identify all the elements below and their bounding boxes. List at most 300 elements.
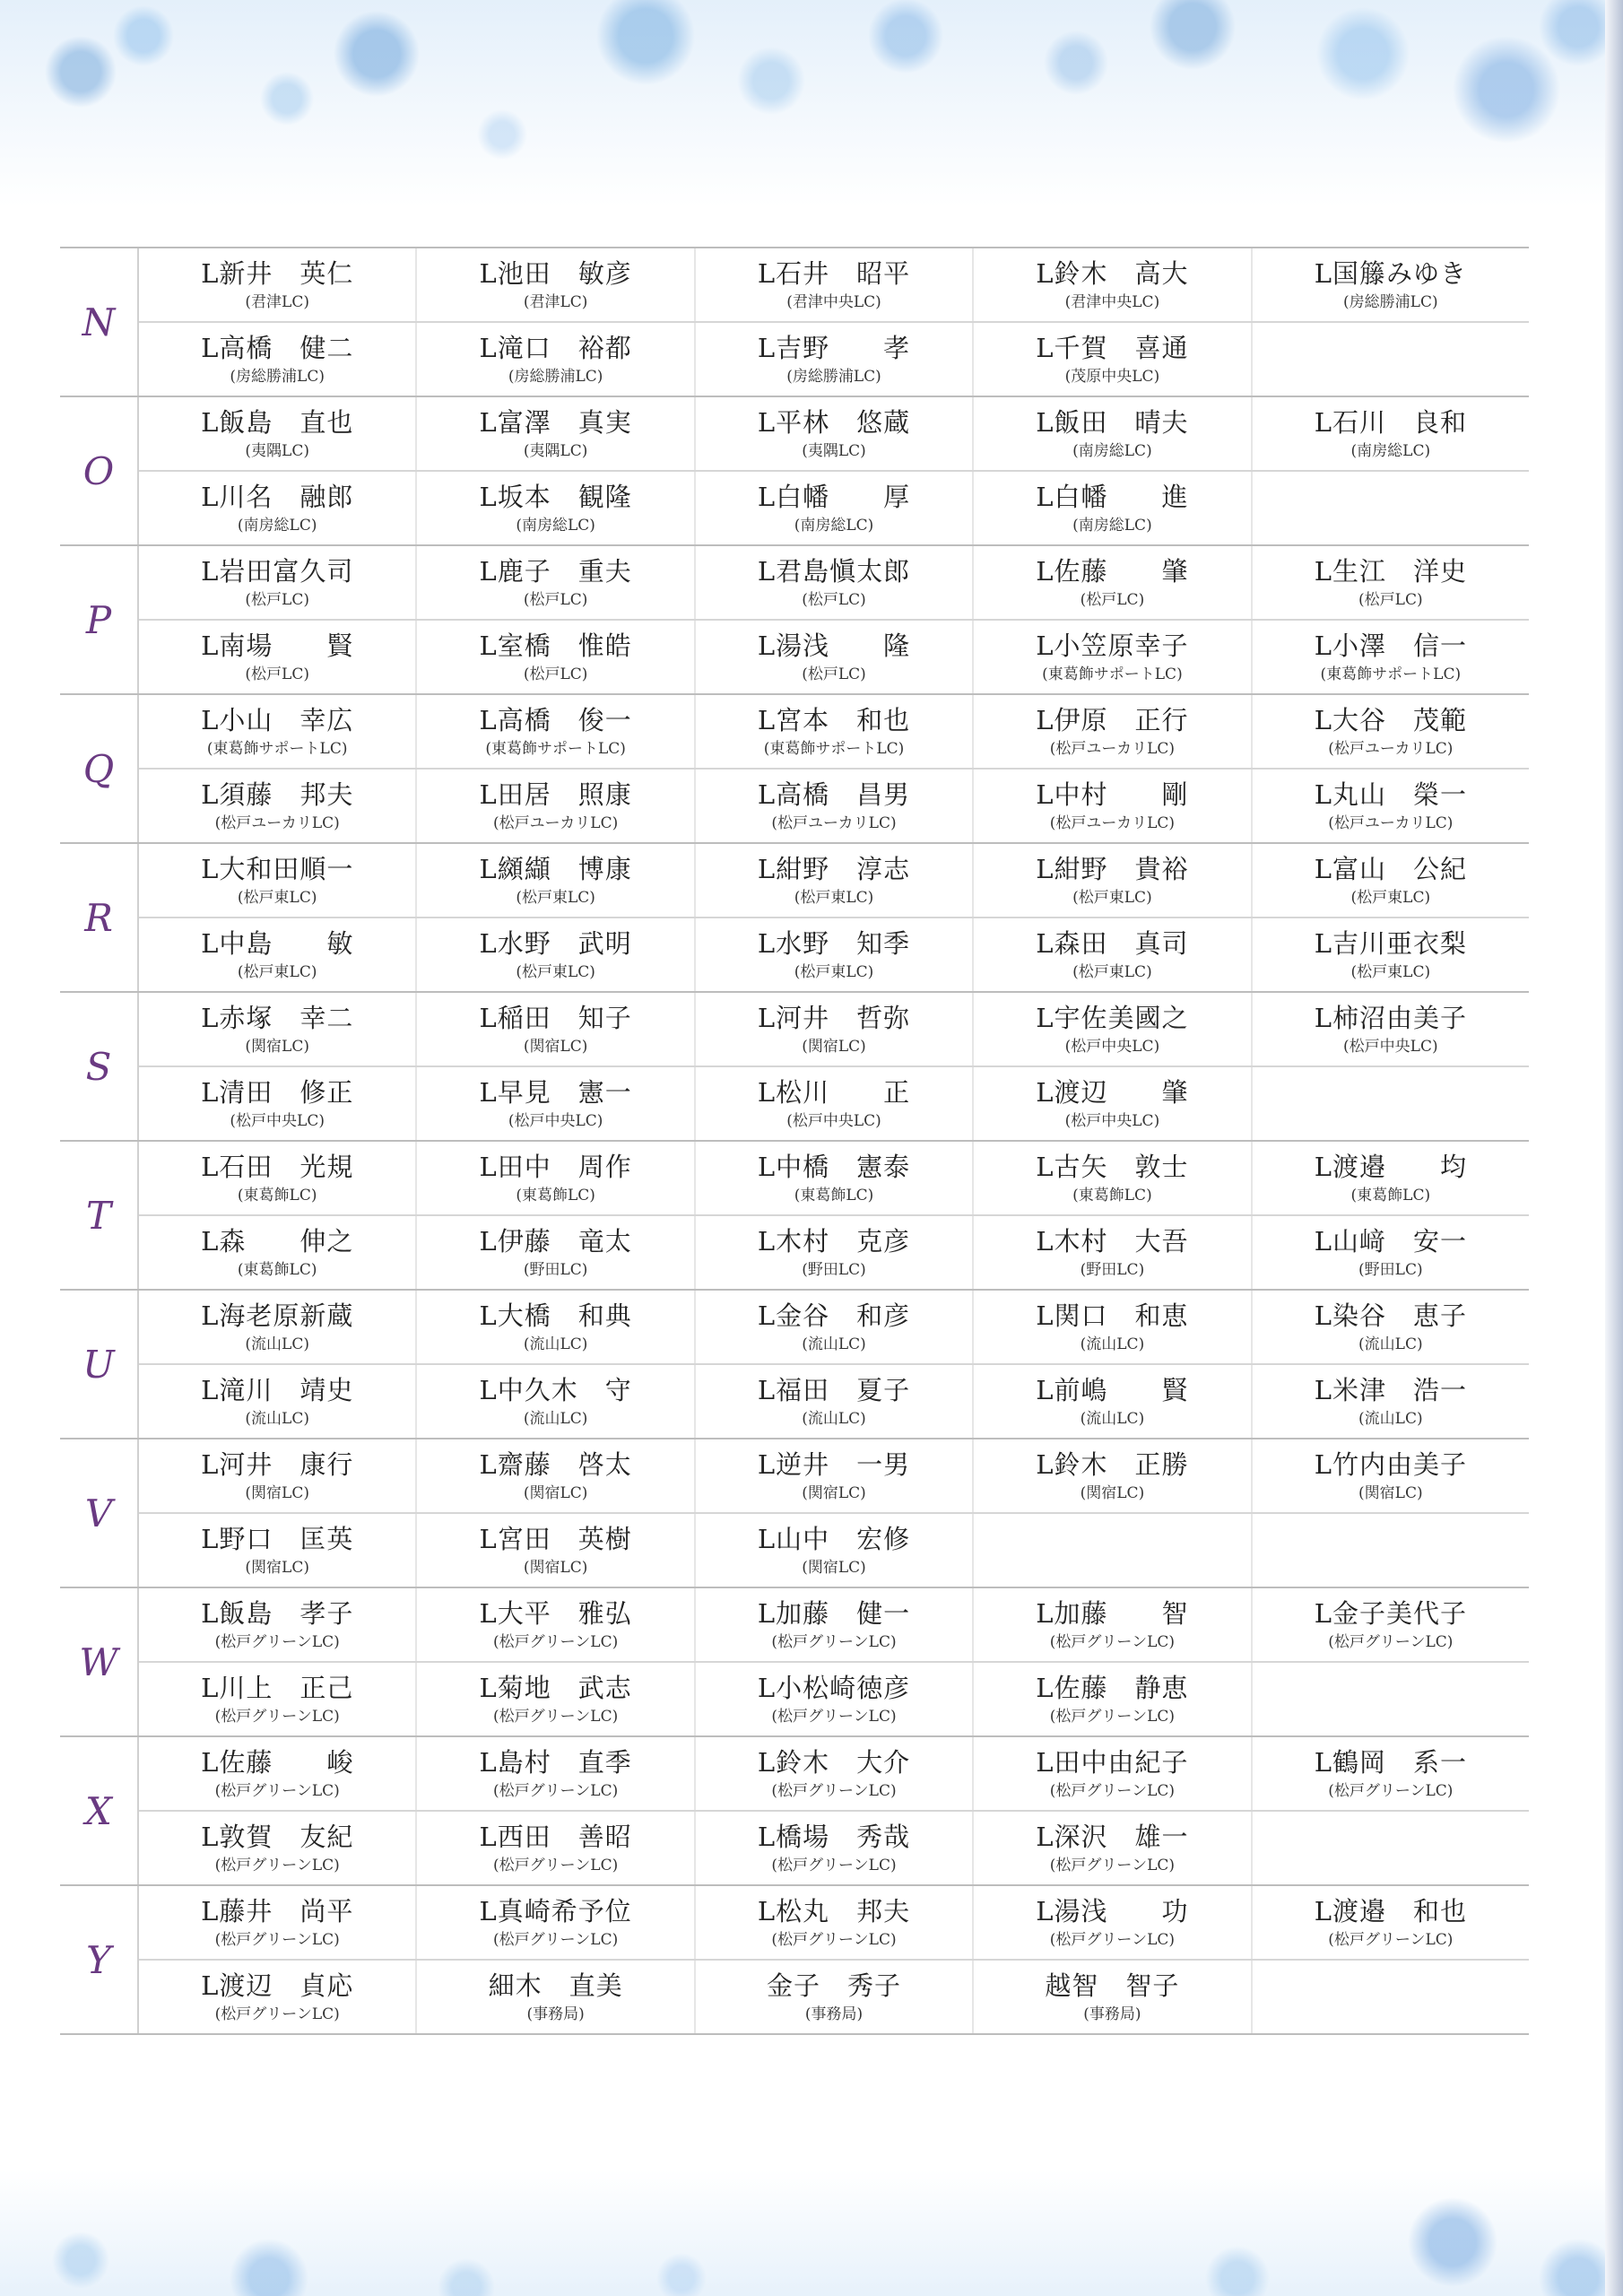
member-cell <box>415 1067 693 1140</box>
member-club: (関宿LC) <box>802 1037 866 1056</box>
member-name: L白幡 厚 <box>757 481 911 512</box>
member-cell <box>415 397 693 470</box>
member-name: L齋藤 啓太 <box>479 1448 632 1480</box>
member-club: (松戸東LC) <box>516 962 595 981</box>
member-club: (松戸グリーンLC) <box>771 1856 897 1874</box>
letter-group <box>60 1291 1529 1439</box>
member-name: L松川 正 <box>757 1076 911 1108</box>
letter-group <box>60 397 1529 546</box>
member-name: L深沢 雄一 <box>1036 1821 1189 1852</box>
member-cell <box>139 770 415 842</box>
member-row <box>139 1363 1529 1438</box>
member-club: (関宿LC) <box>245 1558 309 1577</box>
member-cell <box>1251 993 1529 1065</box>
member-club: (流山LC) <box>802 1335 866 1353</box>
member-club: (君津中央LC) <box>786 292 881 311</box>
member-name: L大谷 茂範 <box>1314 704 1467 735</box>
member-cell <box>415 621 693 693</box>
member-name: L纐纈 博康 <box>479 853 632 884</box>
member-name: L逆井 一男 <box>757 1448 911 1480</box>
member-club: (松戸ユーカリLC) <box>1049 813 1176 832</box>
member-name: L湯浅 功 <box>1036 1895 1189 1926</box>
member-name: 細木 直美 <box>488 1970 623 2001</box>
member-cell <box>694 1216 972 1289</box>
member-name: L高橋 健二 <box>201 332 354 363</box>
member-name: L渡邉 均 <box>1314 1151 1467 1182</box>
member-cell <box>694 1291 972 1363</box>
member-name: L竹内由美子 <box>1314 1448 1467 1480</box>
member-name: 金子 秀子 <box>767 1970 902 2001</box>
member-cell <box>1251 1142 1529 1214</box>
member-club: (松戸グリーンLC) <box>214 1632 340 1651</box>
member-cell <box>139 918 415 991</box>
member-club: (松戸LC) <box>245 665 309 683</box>
member-name: L白幡 進 <box>1036 481 1189 512</box>
member-club: (松戸東LC) <box>1072 962 1152 981</box>
member-row <box>139 1512 1529 1587</box>
member-cell <box>139 1365 415 1438</box>
member-club: (東葛飾LC) <box>516 1186 595 1205</box>
member-club: (東葛飾サポートLC) <box>485 739 626 758</box>
member-club: (松戸ユーカリLC) <box>771 813 897 832</box>
member-name: L島村 直季 <box>479 1746 632 1778</box>
member-club: (松戸東LC) <box>794 962 874 981</box>
member-club: (松戸LC) <box>523 665 588 683</box>
member-club: (房総勝浦LC) <box>1343 292 1438 311</box>
member-club: (松戸ユーカリLC) <box>1328 739 1454 758</box>
member-cell <box>694 472 972 544</box>
member-club: (野田LC) <box>1080 1260 1145 1279</box>
member-club: (松戸東LC) <box>237 888 317 907</box>
group-rows <box>139 844 1529 991</box>
member-name: L宮田 英樹 <box>479 1523 632 1554</box>
member-cell <box>415 1663 693 1735</box>
member-name: L丸山 榮一 <box>1314 778 1467 810</box>
member-name: L清田 修正 <box>201 1076 354 1108</box>
member-cell <box>694 918 972 991</box>
member-cell <box>1251 397 1529 470</box>
member-cell <box>1251 248 1529 321</box>
member-name: L米津 浩一 <box>1314 1374 1467 1405</box>
member-club: (流山LC) <box>1080 1409 1145 1428</box>
member-name: L海老原新蔵 <box>201 1300 354 1331</box>
member-cell <box>694 770 972 842</box>
member-name: L水野 知季 <box>757 927 911 959</box>
member-club: (松戸ユーカリLC) <box>492 813 619 832</box>
member-cell <box>1251 546 1529 619</box>
member-cell <box>139 1663 415 1735</box>
member-cell <box>415 695 693 768</box>
member-name: L河井 康行 <box>201 1448 354 1480</box>
member-cell <box>972 1588 1250 1661</box>
member-cell <box>415 993 693 1065</box>
member-row <box>139 619 1529 693</box>
member-row <box>139 470 1529 544</box>
member-cell <box>415 1886 693 1959</box>
member-cell <box>139 546 415 619</box>
member-name: L鈴木 正勝 <box>1036 1448 1189 1480</box>
member-name: L吉川亜衣梨 <box>1314 927 1467 959</box>
member-name: L染谷 恵子 <box>1314 1300 1467 1331</box>
member-club: (流山LC) <box>523 1409 588 1428</box>
letter-group <box>60 1439 1529 1588</box>
member-name: L小松崎徳彦 <box>757 1672 911 1703</box>
member-cell <box>1251 695 1529 768</box>
member-club: (野田LC) <box>1358 1260 1423 1279</box>
member-club: (東葛飾LC) <box>794 1186 874 1205</box>
member-row <box>139 768 1529 842</box>
member-club: (東葛飾サポートLC) <box>1042 665 1183 683</box>
member-club: (東葛飾サポートLC) <box>206 739 348 758</box>
member-club: (東葛飾LC) <box>237 1260 317 1279</box>
member-cell <box>139 1514 415 1587</box>
member-cell <box>1251 770 1529 842</box>
member-cell <box>694 695 972 768</box>
member-cell <box>694 1588 972 1661</box>
member-club: (松戸LC) <box>523 590 588 609</box>
member-club: (松戸グリーンLC) <box>214 2005 340 2023</box>
member-club: (松戸ユーカリLC) <box>214 813 340 832</box>
member-cell <box>972 621 1250 693</box>
member-name: L柿沼由美子 <box>1314 1002 1467 1033</box>
member-name: L田中 周作 <box>479 1151 632 1182</box>
member-club: (松戸東LC) <box>516 888 595 907</box>
member-club: (松戸グリーンLC) <box>492 1856 619 1874</box>
member-cell <box>694 1812 972 1884</box>
member-cell <box>694 397 972 470</box>
empty-cell <box>1251 1514 1529 1587</box>
member-cell <box>139 472 415 544</box>
member-name: L国籐みゆき <box>1314 257 1467 289</box>
member-cell <box>694 1365 972 1438</box>
member-row <box>139 546 1529 619</box>
member-cell <box>415 546 693 619</box>
member-club: (房総勝浦LC) <box>230 367 325 386</box>
member-row <box>139 1439 1529 1512</box>
member-cell <box>972 1961 1250 2033</box>
group-letter: N <box>60 248 139 396</box>
member-cell <box>139 1737 415 1810</box>
member-club: (松戸グリーンLC) <box>1049 1707 1176 1726</box>
member-name: L山中 宏修 <box>757 1523 911 1554</box>
member-row <box>139 844 1529 917</box>
member-club: (流山LC) <box>245 1335 309 1353</box>
member-name: L富澤 真実 <box>479 406 632 438</box>
member-cell <box>694 1142 972 1214</box>
member-club: (松戸東LC) <box>794 888 874 907</box>
member-cell <box>972 1737 1250 1810</box>
member-name: L森田 真司 <box>1036 927 1189 959</box>
member-club: (房総勝浦LC) <box>508 367 603 386</box>
group-rows <box>139 248 1529 396</box>
group-rows <box>139 695 1529 842</box>
member-cell <box>972 1365 1250 1438</box>
member-cell <box>972 1812 1250 1884</box>
member-name: L森 伸之 <box>201 1225 354 1257</box>
member-club: (流山LC) <box>523 1335 588 1353</box>
member-cell <box>139 1812 415 1884</box>
member-cell <box>972 1216 1250 1289</box>
member-name: L石田 光規 <box>201 1151 354 1182</box>
member-name: L中村 剛 <box>1036 778 1189 810</box>
member-club: (君津LC) <box>245 292 309 311</box>
member-roster-table <box>60 247 1529 2035</box>
member-name: L松丸 邦夫 <box>757 1895 911 1926</box>
member-name: L河井 哲弥 <box>757 1002 911 1033</box>
member-cell <box>1251 844 1529 917</box>
member-name: 越智 智子 <box>1045 1970 1180 2001</box>
member-club: (関宿LC) <box>1358 1483 1423 1502</box>
group-rows <box>139 1291 1529 1438</box>
member-name: L平林 悠蔵 <box>757 406 911 438</box>
member-name: L橋場 秀哉 <box>757 1821 911 1852</box>
member-club: (東葛飾サポートLC) <box>1320 665 1462 683</box>
member-name: L須藤 邦夫 <box>201 778 354 810</box>
member-name: L室橋 惟皓 <box>479 630 632 661</box>
member-club: (夷隅LC) <box>802 441 866 460</box>
member-name: L石川 良和 <box>1314 406 1467 438</box>
group-rows <box>139 546 1529 693</box>
member-name: L湯浅 隆 <box>757 630 911 661</box>
empty-cell <box>1251 472 1529 544</box>
member-cell <box>415 844 693 917</box>
member-row <box>139 1886 1529 1959</box>
empty-cell <box>1251 323 1529 396</box>
member-club: (東葛飾LC) <box>237 1186 317 1205</box>
member-name: L稲田 知子 <box>479 1002 632 1033</box>
member-cell <box>972 1067 1250 1140</box>
member-name: L田中由紀子 <box>1036 1746 1189 1778</box>
member-club: (松戸東LC) <box>1350 962 1431 981</box>
member-cell <box>139 1067 415 1140</box>
member-cell <box>972 397 1250 470</box>
member-name: L早見 憲一 <box>479 1076 632 1108</box>
member-cell <box>972 472 1250 544</box>
member-cell <box>972 1142 1250 1214</box>
group-letter: T <box>60 1142 139 1289</box>
member-club: (松戸LC) <box>802 665 866 683</box>
member-club: (松戸LC) <box>1080 590 1145 609</box>
letter-group <box>60 248 1529 397</box>
member-club: (松戸LC) <box>802 590 866 609</box>
member-club: (南房総LC) <box>516 516 595 535</box>
member-cell <box>1251 1439 1529 1512</box>
member-club: (夷隅LC) <box>523 441 588 460</box>
member-club: (関宿LC) <box>1080 1483 1145 1502</box>
member-club: (松戸グリーンLC) <box>1328 1632 1454 1651</box>
member-name: L渡辺 貞応 <box>201 1970 354 2001</box>
member-cell <box>139 844 415 917</box>
member-name: L滝口 裕都 <box>479 332 632 363</box>
member-name: L中島 敏 <box>201 927 354 959</box>
member-cell <box>415 770 693 842</box>
member-name: L菊地 武志 <box>479 1672 632 1703</box>
letter-group <box>60 993 1529 1142</box>
member-cell <box>694 1439 972 1512</box>
member-club: (松戸東LC) <box>237 962 317 981</box>
group-rows <box>139 1588 1529 1735</box>
member-club: (松戸グリーンLC) <box>214 1856 340 1874</box>
member-name: L古矢 敦士 <box>1036 1151 1189 1182</box>
member-name: L鈴木 高大 <box>1036 257 1189 289</box>
member-cell <box>972 1886 1250 1959</box>
member-club: (松戸グリーンLC) <box>492 1707 619 1726</box>
member-club: (東葛飾LC) <box>1072 1186 1152 1205</box>
member-club: (房総勝浦LC) <box>786 367 881 386</box>
member-name: L川上 正己 <box>201 1672 354 1703</box>
member-club: (関宿LC) <box>245 1483 309 1502</box>
member-club: (松戸東LC) <box>1350 888 1431 907</box>
member-name: L関口 和恵 <box>1036 1300 1189 1331</box>
member-name: L大和田順一 <box>201 853 354 884</box>
member-cell <box>694 1737 972 1810</box>
letter-group <box>60 1737 1529 1886</box>
member-cell <box>694 993 972 1065</box>
member-cell <box>139 1588 415 1661</box>
member-club: (関宿LC) <box>523 1483 588 1502</box>
group-letter: R <box>60 844 139 991</box>
member-name: L福田 夏子 <box>757 1374 911 1405</box>
member-club: (関宿LC) <box>802 1558 866 1577</box>
member-club: (松戸ユーカリLC) <box>1049 739 1176 758</box>
member-club: (南房総LC) <box>1350 441 1431 460</box>
member-club: (野田LC) <box>802 1260 866 1279</box>
member-name: L鹿子 重夫 <box>479 555 632 587</box>
member-cell <box>415 1812 693 1884</box>
member-cell <box>694 1663 972 1735</box>
member-club: (事務局) <box>526 2005 585 2023</box>
member-club: (君津LC) <box>523 292 588 311</box>
member-club: (松戸東LC) <box>1072 888 1152 907</box>
member-cell <box>1251 1588 1529 1661</box>
member-name: L大橋 和典 <box>479 1300 632 1331</box>
member-cell <box>415 1737 693 1810</box>
member-row <box>139 1291 1529 1363</box>
member-name: L吉野 孝 <box>757 332 911 363</box>
member-club: (松戸グリーンLC) <box>214 1930 340 1949</box>
member-name: L木村 大吾 <box>1036 1225 1189 1257</box>
member-club: (松戸グリーンLC) <box>771 1632 897 1651</box>
member-club: (君津中央LC) <box>1064 292 1160 311</box>
member-name: L藤井 尚平 <box>201 1895 354 1926</box>
member-name: L中橋 憲泰 <box>757 1151 911 1182</box>
member-cell <box>139 397 415 470</box>
member-name: L富山 公紀 <box>1314 853 1467 884</box>
member-name: L高橋 俊一 <box>479 704 632 735</box>
member-club: (松戸グリーンLC) <box>1328 1781 1454 1800</box>
member-row <box>139 1737 1529 1810</box>
member-name: L池田 敏彦 <box>479 257 632 289</box>
member-club: (流山LC) <box>1358 1409 1423 1428</box>
member-club: (松戸グリーンLC) <box>1049 1856 1176 1874</box>
member-cell <box>415 1291 693 1363</box>
member-cell <box>694 1067 972 1140</box>
member-row <box>139 917 1529 991</box>
member-name: L小澤 信一 <box>1314 630 1467 661</box>
group-letter: P <box>60 546 139 693</box>
member-name: L佐藤 峻 <box>201 1746 354 1778</box>
member-name: L水野 武明 <box>479 927 632 959</box>
member-name: L石井 昭平 <box>757 257 911 289</box>
member-cell <box>694 1886 972 1959</box>
member-row <box>139 1065 1529 1140</box>
member-name: L伊原 正行 <box>1036 704 1189 735</box>
letter-group <box>60 1142 1529 1291</box>
empty-cell <box>1251 1812 1529 1884</box>
member-cell <box>415 1216 693 1289</box>
member-cell <box>415 472 693 544</box>
group-rows <box>139 1439 1529 1587</box>
member-name: L大平 雅弘 <box>479 1597 632 1629</box>
member-name: L渡辺 肇 <box>1036 1076 1189 1108</box>
member-club: (松戸グリーンLC) <box>1049 1632 1176 1651</box>
member-name: L田居 照康 <box>479 778 632 810</box>
member-club: (松戸中央LC) <box>508 1111 603 1130</box>
member-club: (松戸ユーカリLC) <box>1328 813 1454 832</box>
member-name: L紺野 淳志 <box>757 853 911 884</box>
member-cell <box>972 546 1250 619</box>
member-name: L飯島 直也 <box>201 406 354 438</box>
member-club: (松戸中央LC) <box>230 1111 325 1130</box>
member-name: L加藤 健一 <box>757 1597 911 1629</box>
member-club: (松戸LC) <box>245 590 309 609</box>
letter-group <box>60 546 1529 695</box>
member-cell <box>694 546 972 619</box>
member-row <box>139 695 1529 768</box>
member-row <box>139 321 1529 396</box>
member-name: L高橋 昌男 <box>757 778 911 810</box>
member-cell <box>139 1291 415 1363</box>
member-cell <box>1251 1216 1529 1289</box>
member-name: L山﨑 安一 <box>1314 1225 1467 1257</box>
empty-cell <box>1251 1067 1529 1140</box>
member-name: L中久木 守 <box>479 1374 632 1405</box>
member-row <box>139 248 1529 321</box>
member-cell <box>1251 1291 1529 1363</box>
member-club: (松戸LC) <box>1358 590 1423 609</box>
member-cell <box>139 1216 415 1289</box>
member-name: L鶴岡 系一 <box>1314 1746 1467 1778</box>
member-name: L佐藤 肇 <box>1036 555 1189 587</box>
group-letter: O <box>60 397 139 544</box>
member-club: (事務局) <box>804 2005 864 2023</box>
member-cell <box>972 1291 1250 1363</box>
member-name: L金谷 和彦 <box>757 1300 911 1331</box>
member-name: L飯島 孝子 <box>201 1597 354 1629</box>
member-cell <box>694 323 972 396</box>
member-cell <box>1251 1365 1529 1438</box>
member-cell <box>415 1439 693 1512</box>
member-club: (松戸グリーンLC) <box>1049 1781 1176 1800</box>
member-cell <box>972 770 1250 842</box>
member-cell <box>694 1514 972 1587</box>
empty-cell <box>1251 1961 1529 2033</box>
member-club: (松戸グリーンLC) <box>1328 1930 1454 1949</box>
group-letter: S <box>60 993 139 1140</box>
group-letter: Q <box>60 695 139 842</box>
member-club: (東葛飾サポートLC) <box>763 739 905 758</box>
member-name: L滝川 靖史 <box>201 1374 354 1405</box>
member-cell <box>139 993 415 1065</box>
member-club: (野田LC) <box>523 1260 588 1279</box>
member-cell <box>694 621 972 693</box>
group-letter: U <box>60 1291 139 1438</box>
group-rows <box>139 1142 1529 1289</box>
member-cell <box>694 844 972 917</box>
member-club: (南房総LC) <box>237 516 317 535</box>
member-name: L加藤 智 <box>1036 1597 1189 1629</box>
member-name: L小笠原幸子 <box>1036 630 1189 661</box>
